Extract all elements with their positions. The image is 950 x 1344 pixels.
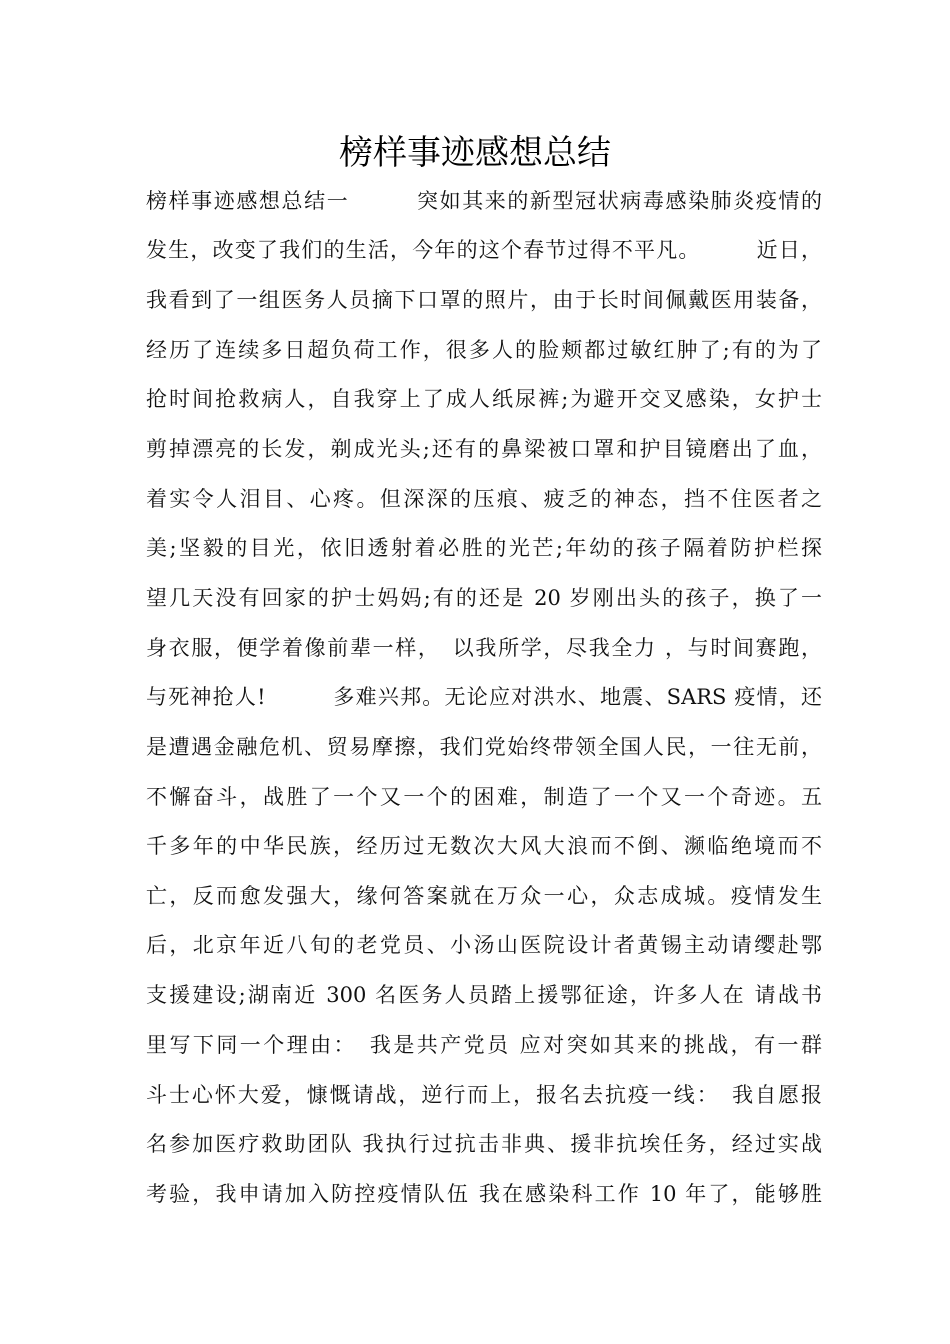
body-line: 着实令人泪目、心疼。但深深的压痕、疲乏的神态，挡不住医者之 (146, 487, 822, 511)
body-line: 不懈奋斗，战胜了一个又一个的困难，制造了一个又一个奇迹。五 (146, 785, 822, 809)
body-line: 抢时间抢救病人，自我穿上了成人纸尿裤;为避开交叉感染，女护士 (146, 387, 822, 411)
body-line: 榜样事迹感想总结一 突如其来的新型冠状病毒感染肺炎疫情的 (146, 189, 822, 213)
body-line: 名参加医疗救助团队 我执行过抗击非典、援非抗埃任务，经过实战 (146, 1132, 822, 1156)
body-line: 千多年的中华民族，经历过无数次大风大浪而不倒、濒临绝境而不 (146, 834, 822, 858)
body-line: 考验，我申请加入防控疫情队伍 我在感染科工作 10 年了，能够胜 (146, 1182, 822, 1206)
body-line: 发生，改变了我们的生活，今年的这个春节过得不平凡。 近日， (146, 238, 822, 262)
body-line: 斗士心怀大爱，慷慨请战，逆行而上，报名去抗疫一线： 我自愿报 (146, 1083, 822, 1107)
body-line: 与死神抢人! 多难兴邦。无论应对洪水、地震、SARS 疫情，还 (146, 685, 822, 709)
body-line: 后，北京年近八旬的老党员、小汤山医院设计者黄锡主动请缨赴鄂 (146, 933, 822, 957)
body-line: 里写下同一个理由： 我是共产党员 应对突如其来的挑战，有一群 (146, 1033, 822, 1057)
body-line: 身衣服，便学着像前辈一样， 以我所学，尽我全力 ，与时间赛跑， (146, 636, 822, 660)
body-line: 经历了连续多日超负荷工作，很多人的脸颊都过敏红肿了;有的为了 (146, 338, 822, 362)
document-title: 榜样事迹感想总结 (339, 133, 611, 173)
body-line: 剪掉漂亮的长发，剃成光头;还有的鼻梁被口罩和护目镜磨出了血， (146, 437, 822, 461)
body-line: 我看到了一组医务人员摘下口罩的照片，由于长时间佩戴医用装备， (146, 288, 822, 312)
body-line: 是遭遇金融危机、贸易摩擦，我们党始终带领全国人民，一往无前， (146, 735, 822, 759)
body-line: 美;坚毅的目光，依旧透射着必胜的光芒;年幼的孩子隔着防护栏探 (146, 536, 822, 560)
body-line: 亡，反而愈发强大，缘何答案就在万众一心，众志成城。疫情发生 (146, 884, 822, 908)
body-line: 支援建设;湖南近 300 名医务人员踏上援鄂征途，许多人在 请战书 (146, 983, 822, 1007)
body-line: 望几天没有回家的护士妈妈;有的还是 20 岁刚出头的孩子，换了一 (146, 586, 822, 610)
